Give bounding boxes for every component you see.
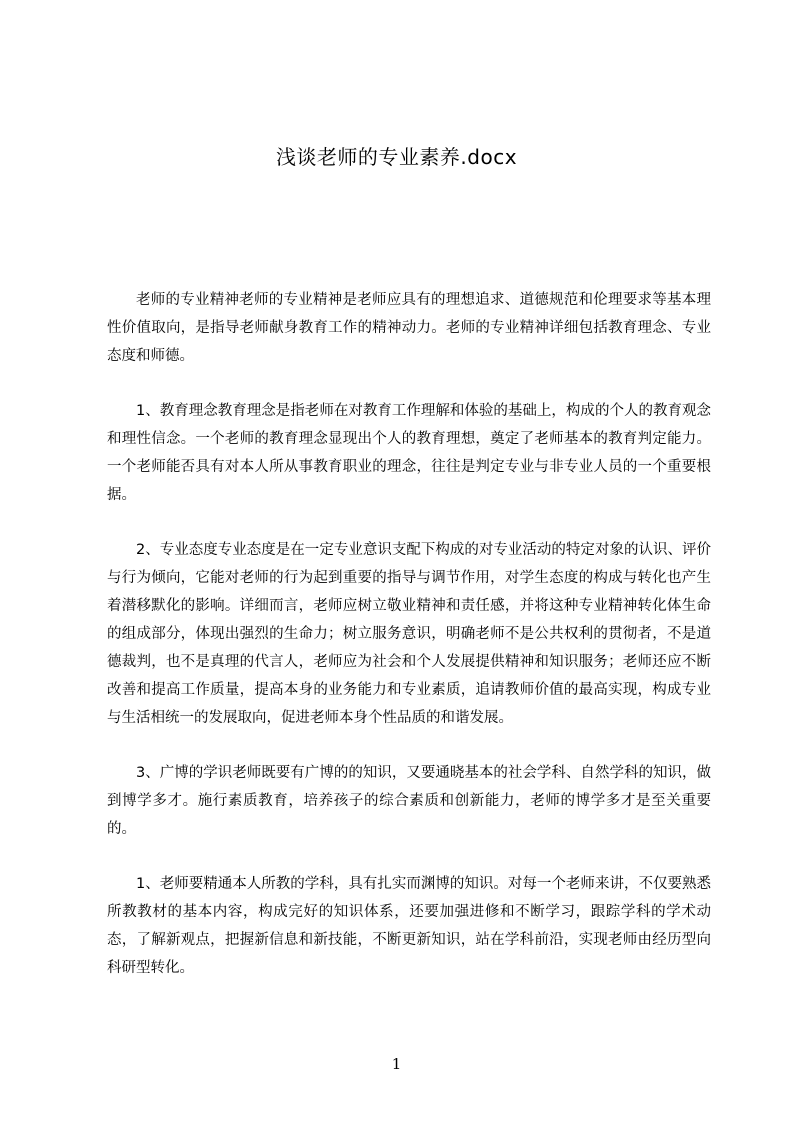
paragraph-professional-spirit: 老师的专业精神老师的专业精神是老师应具有的理想追求、道德规范和伦理要求等基本理性价值取向，是指导老师献身教育工作的精神动力。老师的专业精神详细包括教育理念、专业态度和师德。 — [107, 292, 711, 364]
paragraph-professional-attitude: 2、专业态度专业态度是在一定专业意识支配下构成的对专业活动的特定对象的认识、评价与行为倾向，它能对老师的行为起到重要的指导与调节作用，对学生态度的构成与转化也产生着潜移默化的影响。详细而言，老师应树立敬业精神和责任感，并将这种专业精神转化体生命的组成部分，体现出强烈的生命力；树立服务意识，明确老师不是公共权利的贯彻者，不是道德裁判，也不是真理的代言人，老师应为社会和个人发展提供精神和知识服务；老师还应不断改善和提高工作质量，提高本身的业务能力和专业素质，追请教师价值的最高实现，构成专业与生活相统一的发展取向，促进老师本身个性品质的和谐发展。 — [107, 542, 711, 726]
document-body — [107, 286, 711, 1009]
page-number: 1 — [391, 1055, 402, 1073]
paragraph-broad-knowledge: 3、广博的学识老师既要有广博的的知识，又要通晓基本的社会学科、自然学科的知识，做到博学多才。施行素质教育，培养孩子的综合素质和创新能力，老师的博学多才是至关重要的。 — [107, 765, 711, 837]
paragraph-education-philosophy: 1、教育理念教育理念是指老师在对教育工作理解和体验的基础上，构成的个人的教育观念和理性信念。一个老师的教育理念显现出个人的教育理想，奠定了老师基本的教育判定能力。一个老师能否具有对本人所从事教育职业的理念，往往是判定专业与非专业人员的一个重要根据。 — [107, 403, 711, 503]
document-title: 浅谈老师的专业素养.docx — [275, 145, 518, 169]
paragraph-subject-mastery: 1、老师要精通本人所教的学科，具有扎实而渊博的知识。对每一个老师来讲，不仅要熟悉所教教材的基本内容，构成完好的知识体系，还要加强进修和不断学习，跟踪学科的学术动态，了解新观点，把握新信息和新技能，不断更新知识，站在学科前沿，实现老师由经历型向科研型转化。 — [107, 876, 711, 976]
